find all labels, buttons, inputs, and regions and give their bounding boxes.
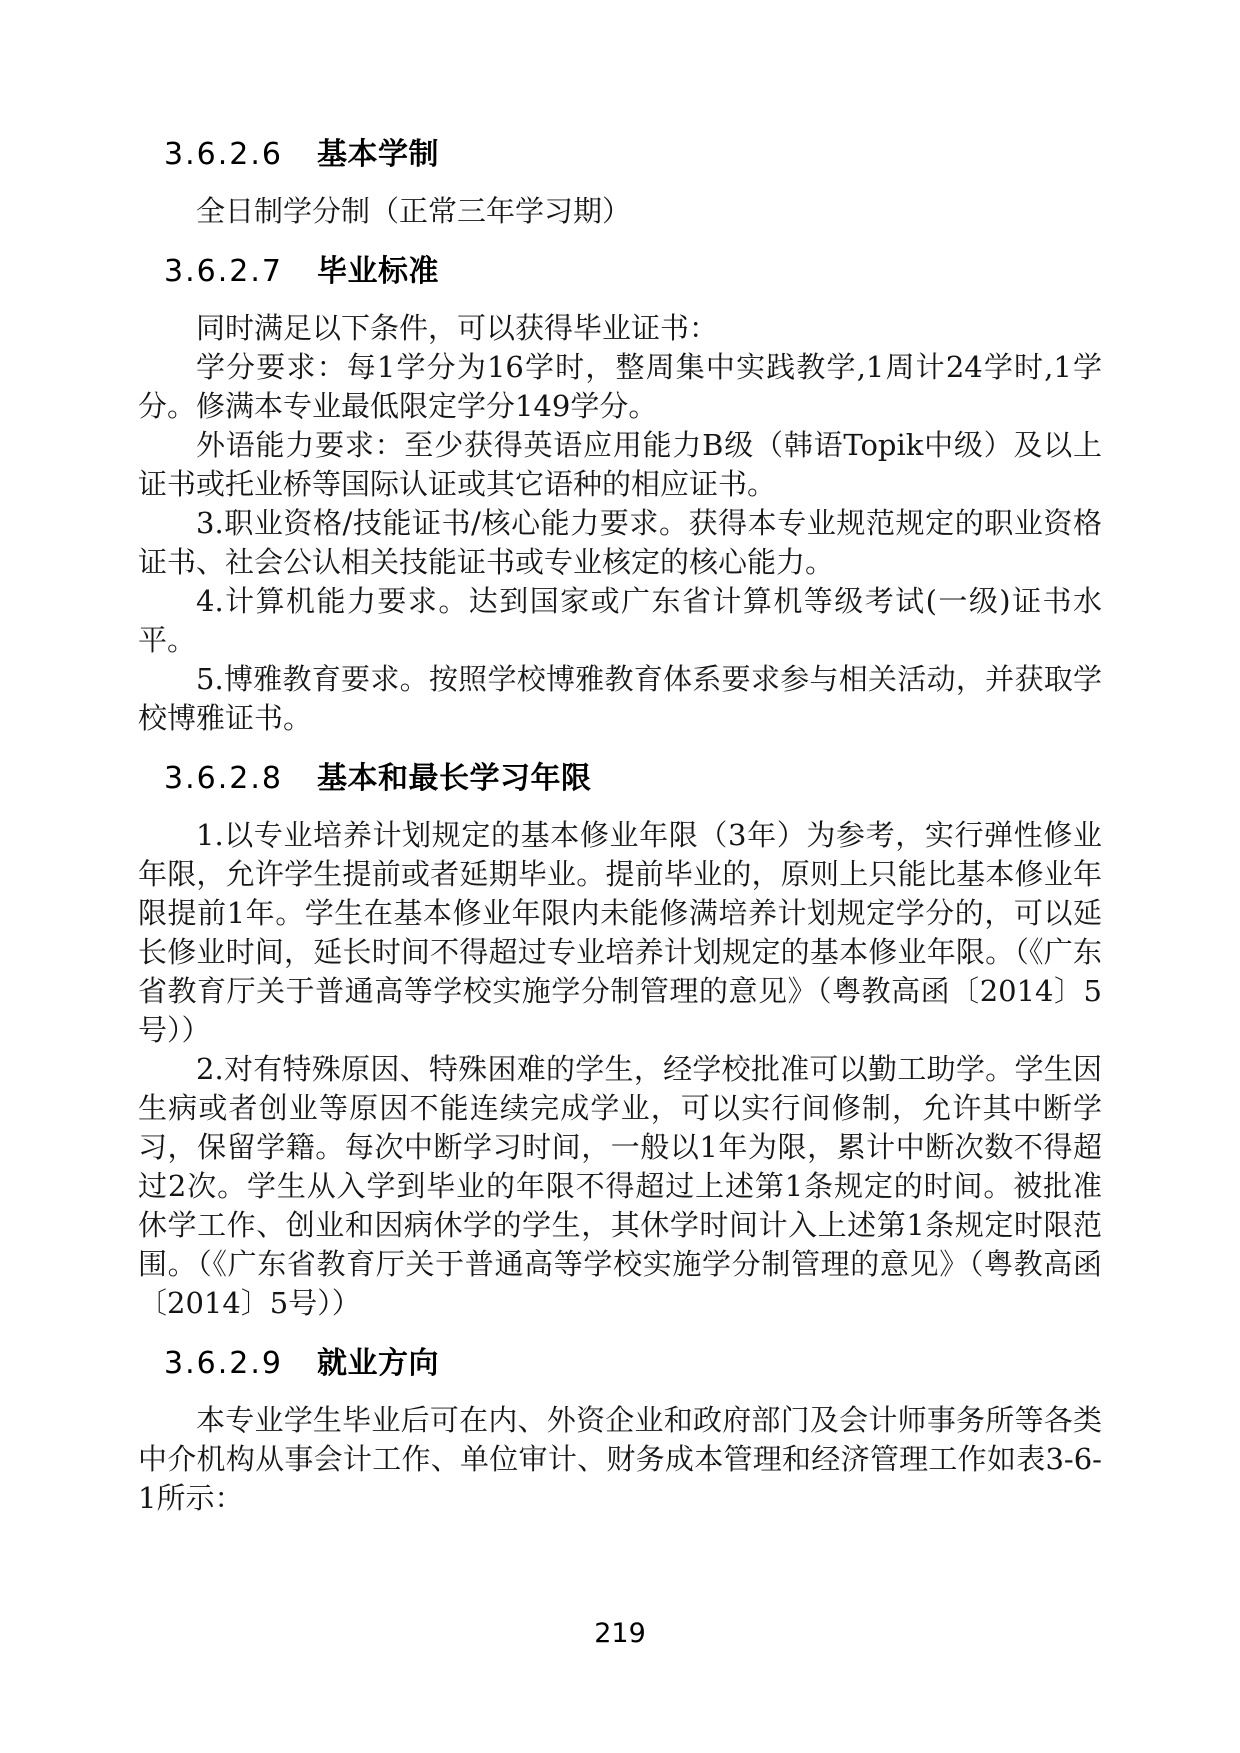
body-paragraph: 本专业学生毕业后可在内、外资企业和政府部门及会计师事务所等各类中介机构从事会计工作、单位审计、财务成本管理和经济管理工作如表3-6-1所示： (138, 1403, 1102, 1515)
body-paragraph: 外语能力要求：至少获得英语应用能力B级（韩语Topik中级）及以上证书或托业桥等国际认证或其它语种的相应证书。 (138, 428, 1102, 501)
section-heading (164, 134, 1102, 176)
section-heading (164, 251, 1102, 293)
body-paragraph: 4.计算机能力要求。达到国家或广东省计算机等级考试(一级)证书水平。 (138, 584, 1102, 657)
heading-title: 毕业标准 (316, 254, 439, 289)
heading-number: 3.6.2.8 (164, 761, 283, 796)
body-paragraph: 学分要求：每1学分为16学时，整周集中实践教学,1周计24学时,1学分。修满本专业最低限定学分149学分。 (138, 350, 1102, 423)
heading-number: 3.6.2.6 (164, 137, 283, 172)
body-paragraph: 1.以专业培养计划规定的基本修业年限（3年）为参考，实行弹性修业年限，允许学生提前或者延期毕业。提前毕业的，原则上只能比基本修业年限提前1年。学生在基本修业年限内未能修满培养计划规定学分的，可以延长修业时间，延长时间不得超过专业培养计划规定的基本修业年限。（《广东省教育厅关于普通高等学校实施学分制管理的意见》（粤教高函〔2014〕5号）） (138, 818, 1102, 1047)
section-study-duration (138, 758, 1102, 1323)
body-paragraph: 全日制学分制（正常三年学习期） (196, 194, 632, 228)
section-heading (164, 758, 1102, 800)
heading-number: 3.6.2.9 (164, 1346, 283, 1381)
body-paragraph: 3.职业资格/技能证书/核心能力要求。获得本专业规范规定的职业资格证书、社会公认相关技能证书或专业核定的核心能力。 (138, 506, 1102, 579)
heading-title: 就业方向 (316, 1346, 439, 1381)
section-employment-direction (138, 1343, 1102, 1518)
body-paragraph: 2.对有特殊原因、特殊困难的学生，经学校批准可以勤工助学。学生因生病或者创业等原因不能连续完成学业，可以实行间修制，允许其中断学习，保留学籍。每次中断学习时间，一般以1年为限，累计中断次数不得超过2次。学生从入学到毕业的年限不得超过上述第1条规定的时间。被批准休学工作、创业和因病休学的学生，其休学时间计入上述第1条规定时限范围。（《广东省教育厅关于普通高等学校实施学分制管理的意见》（粤教高函〔2014〕5号）） (138, 1052, 1102, 1320)
heading-title: 基本和最长学习年限 (316, 761, 592, 796)
heading-title: 基本学制 (316, 137, 439, 172)
page-number: 219 (594, 1618, 646, 1649)
body-paragraph: 5.博雅教育要求。按照学校博雅教育体系要求参与相关活动，并获取学校博雅证书。 (138, 662, 1102, 735)
section-heading (164, 1343, 1102, 1385)
section-graduation-standards (138, 251, 1102, 738)
heading-number: 3.6.2.7 (164, 254, 283, 289)
section-basic-schooling (138, 134, 1102, 231)
body-paragraph: 同时满足以下条件，可以获得毕业证书： (196, 311, 719, 345)
